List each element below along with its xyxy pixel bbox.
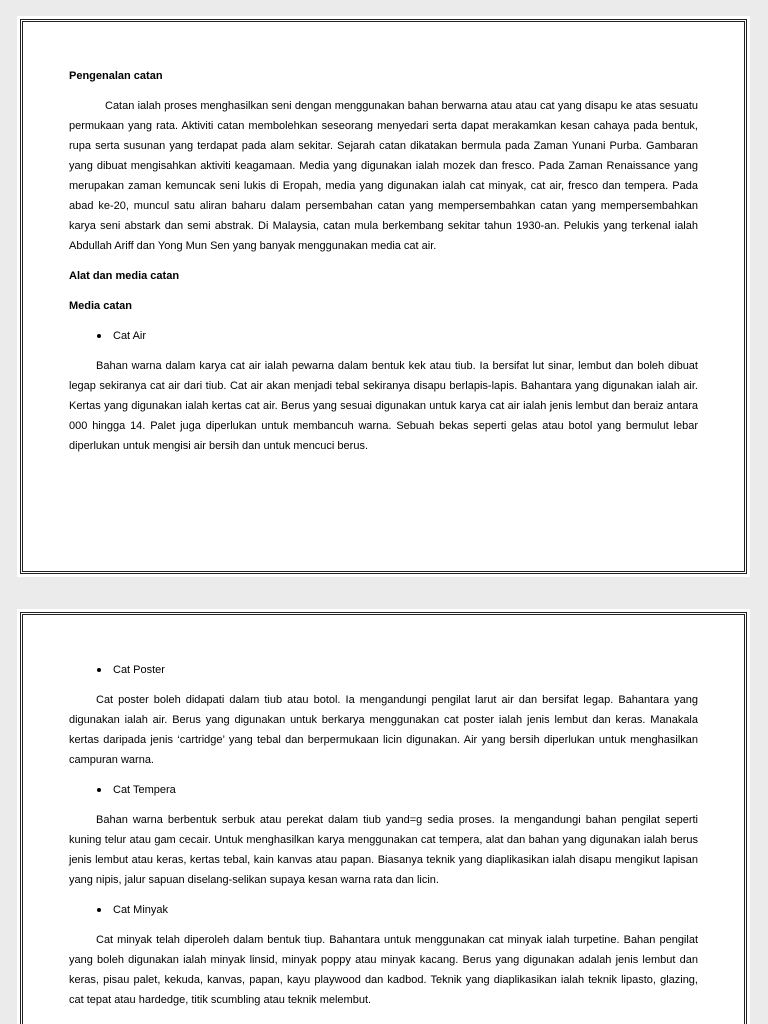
bullet-cat-minyak: Cat Minyak	[69, 900, 698, 920]
intro-paragraph: Catan ialah proses menghasilkan seni dengan menggunakan bahan berwarna atau atau cat yang disapu ke atas sesuatu permukaan yang rata. Aktiviti catan membolehkan seseorang menyedari serta dapat merakamkan kesan cahaya pada bentuk, rupa serta susunan yang terdapat pada alam sekitar. Sejarah catan dikatakan bermula pada Zaman Yunani Purba. Gambaran yang dibuat mengisahkan aktiviti keagamaan. Media yang digunakan ialah mozek dan fresco. Pada Zaman Renaissance yang merupakan zaman kemuncak seni lukis di Eropah, media yang digunakan ialah cat minyak, cat air, fresco dan tempera. Pada abad ke-20, muncul satu aliran baharu dalam persembahan catan yang mempersembahkan catan yang mempersembahkan karya seni abstark dan semi abstrak. Di Malaysia, catan mula berkembang sekitar tahun 1930-an. Pelukis yang terkenal ialah Abdullah Ariff dan Yong Mun Sen yang banyak menggunakan media cat air.	[69, 100, 698, 252]
cat-tempera-paragraph: Bahan warna berbentuk serbuk atau perekat dalam tiub yand=g sedia proses. Ia mengandungi bahan pengilat seperti kuning telur atau gam cecair. Untuk menghasilkan karya menggunakan cat tempera, alat dan bahan yang digunakan ialah berus jenis lembut atau keras, kertas tebal, kain kanvas atau papan. Biasanya teknik yang diaplikasikan ialah disapu mengikut lapisan yang nipis, jalur sapuan diselang-selikan supaya kesan warna rata dan licin.	[69, 814, 698, 886]
bullet-cat-poster: Cat Poster	[69, 660, 698, 680]
media-heading: Media catan	[69, 300, 132, 312]
page-2-content	[69, 660, 698, 1020]
cat-poster-paragraph: Cat poster boleh didapati dalam tiub atau botol. Ia mengandungi pengilat larut air dan bersifat legap. Bahantara yang digunakan ialah air. Berus yang digunakan untuk berkarya menggunakan cat poster ialah jenis lembut dan keras. Manakala kertas daripada jenis ‘cartridge’ yang tebal dan berpermukaan licin digunakan. Air yang bersih diperlukan untuk menghasilkan campuran warna.	[69, 694, 698, 766]
cat-minyak-paragraph: Cat minyak telah diperoleh dalam bentuk tiup. Bahantara untuk menggunakan cat minyak ialah turpetine. Bahan pengilat yang boleh digunakan ialah minyak linsid, minyak poppy atau minyak kacang. Berus yang digunakan adalah jenis lembut dan keras, pisau palet, kekuda, kanvas, papan, kayu playwood dan kadbod. Teknik yang diaplikasikan ialah teknik lipasto, glazing, cat tepat atau hardedge, titik scumbling atau teknik melembut.	[69, 934, 698, 1006]
intro-heading: Pengenalan catan	[69, 70, 163, 82]
bullet-cat-tempera: Cat Tempera	[69, 780, 698, 800]
cat-air-paragraph: Bahan warna dalam karya cat air ialah pewarna dalam bentuk kek atau tiub. Ia bersifat lut sinar, lembut dan boleh dibuat legap sekiranya cat air dari tiub. Cat air akan menjadi tebal sekiranya disapu berlapis-lapis. Bahantara yang digunakan ialah air. Kertas yang digunakan ialah kertas cat air. Berus yang sesuai digunakan untuk karya cat air ialah jenis lembut dan beraiz antara 000 hingga 14. Palet juga diperlukan untuk membancuh warna. Sebuah bekas seperti gelas atau botol yang bermulut lebar diperlukan untuk mengisi air bersih dan untuk mencuci berus.	[69, 360, 698, 452]
document-page-2	[17, 609, 750, 1024]
page-1-content	[69, 66, 698, 466]
bullet-cat-air: Cat Air	[69, 326, 698, 346]
tools-heading: Alat dan media catan	[69, 270, 180, 282]
document-page-1	[17, 16, 750, 577]
